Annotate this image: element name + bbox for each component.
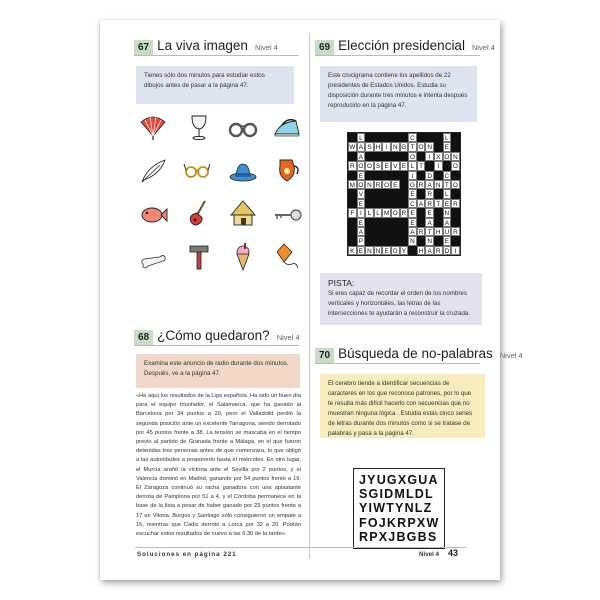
fish-icon: [138, 200, 168, 230]
crossword-block: [434, 236, 443, 245]
crossword-cell: T: [417, 161, 426, 170]
crossword-cell: O: [452, 181, 458, 189]
crossword-cell: R: [427, 200, 432, 208]
crossword-cell: E: [443, 236, 452, 245]
crossword-block: [400, 180, 409, 189]
crossword-cell: A: [357, 142, 366, 151]
column-divider: [309, 34, 310, 559]
hint-box: [320, 273, 482, 325]
crossword-block: [434, 208, 443, 217]
crossword-cell: O: [358, 163, 364, 171]
crossword-cell: N: [435, 181, 441, 189]
crossword-block: [443, 161, 452, 170]
crossword-cell: A: [425, 218, 434, 227]
handcuffs-icon: [228, 114, 258, 144]
crossword-block: [400, 152, 409, 161]
crossword-block: [434, 142, 443, 151]
crossword-block: [382, 133, 391, 142]
crossword-cell: O: [392, 210, 398, 218]
crossword-cell: E: [408, 208, 417, 217]
letter-row: FOJKRPXW: [359, 515, 440, 530]
letter-row: YIWTYNLZ: [359, 501, 433, 516]
crossword-block: [348, 199, 357, 208]
crossword-cell: I: [357, 208, 366, 217]
puzzle-level: Nivel 4: [471, 43, 495, 52]
crossword-block: [451, 208, 460, 217]
guitar-icon: [184, 198, 214, 228]
puzzle-68-header: [134, 328, 299, 346]
crossword-block: [451, 218, 460, 227]
feather-icon: [138, 156, 168, 186]
crossword-block: [434, 218, 443, 227]
crossword-cell: O: [384, 181, 390, 189]
crossword-cell: H: [435, 228, 441, 236]
letter-row: RPXJBGBS: [359, 529, 438, 544]
crossword-block: [382, 189, 391, 198]
crossword-cell: E: [425, 208, 434, 217]
crossword-cell: L: [443, 189, 452, 198]
footer-rule: [135, 547, 467, 548]
book-page: [100, 20, 523, 580]
crossword-cell: C: [410, 200, 415, 208]
crossword-cell: Y: [400, 246, 409, 255]
crossword-cell: R: [427, 191, 432, 199]
crossword-block: [391, 189, 400, 198]
footer-solutions: Soluciones en página 221: [137, 551, 237, 558]
crossword-cell: N: [410, 238, 415, 246]
puzzle-69-header: [315, 38, 495, 56]
kite-icon: [272, 242, 302, 272]
crossword-cell: O: [444, 153, 450, 161]
crossword-block: [382, 236, 391, 245]
crossword-block: [391, 236, 400, 245]
crossword-block: [391, 133, 400, 142]
crossword-block: [400, 189, 409, 198]
crossword-cell: O: [366, 163, 372, 171]
crossword-cell: I: [434, 161, 443, 170]
crossword-block: [348, 171, 357, 180]
crossword-block: [400, 236, 409, 245]
crossword-cell: G: [409, 181, 415, 189]
crossword-cell: R: [418, 228, 424, 236]
crossword-block: [400, 227, 409, 236]
crossword-block: [417, 133, 426, 142]
crossword-block: [434, 189, 443, 198]
crossword-block: [408, 246, 417, 255]
puzzle-title: Búsqueda de no-palabras: [338, 346, 493, 361]
crossword-cell: L: [357, 133, 366, 142]
crossword-cell: A: [425, 180, 434, 189]
crossword-cell: N: [444, 210, 450, 218]
crossword-block: [400, 218, 409, 227]
letter-row: SGIDMLDL: [359, 487, 434, 502]
hut-icon: [228, 198, 258, 228]
crossword-block: [382, 171, 391, 180]
key-icon: [272, 200, 302, 230]
crossword-cell: R: [418, 181, 424, 189]
crossword-cell: E: [400, 161, 409, 170]
crossword-cell: E: [443, 142, 452, 151]
crossword-cell: T: [434, 199, 443, 208]
crossword-block: [382, 227, 391, 236]
ice-cream-icon: [228, 242, 258, 272]
crossword-cell: T: [425, 227, 434, 236]
hint-title: PISTA:: [328, 278, 355, 288]
crossword-cell: H: [418, 247, 424, 255]
crossword-cell: X: [434, 152, 443, 161]
crossword-cell: L: [365, 208, 374, 217]
puzzle-number: 69: [315, 40, 334, 55]
crossword-cell: R: [435, 247, 441, 255]
crossword-cell: A: [408, 227, 417, 236]
crossword-block: [374, 171, 383, 180]
crossword-cell: W: [349, 144, 356, 152]
crossword-block: [425, 133, 434, 142]
crossword-cell: L: [408, 161, 417, 170]
crossword-cell: E: [408, 189, 417, 198]
crossword-cell: N: [427, 238, 432, 246]
crossword-block: [374, 152, 383, 161]
crossword-cell: E: [443, 199, 452, 208]
crossword-block: [348, 152, 357, 161]
puzzle-level: Nivel 4: [276, 333, 300, 342]
crossword-cell: R: [453, 200, 458, 208]
crossword-cell: S: [374, 161, 383, 170]
crossword-block: [451, 171, 460, 180]
puzzle-68-instructions: Examina este anuncio de radio durante dos minutos. Después, ve a la página 47.: [136, 354, 300, 388]
crossword-cell: E: [357, 246, 366, 255]
crossword-block: [365, 152, 374, 161]
crossword-block: [374, 227, 383, 236]
puzzle-number: 70: [315, 348, 334, 363]
crossword-cell: V: [391, 161, 400, 170]
crossword-cell: N: [367, 247, 372, 255]
crossword-cell: E: [357, 199, 366, 208]
crossword-grid: [347, 132, 461, 256]
crossword-cell: U: [444, 228, 450, 236]
crossword-block: [348, 133, 357, 142]
crossword-cell: N: [375, 247, 381, 255]
puzzle-number: 67: [134, 40, 153, 55]
crossword-cell: P: [357, 236, 366, 245]
crossword-cell: T: [408, 142, 417, 151]
crossword-block: [382, 199, 391, 208]
crossword-cell: N: [392, 144, 398, 152]
puzzle-70-header: [315, 346, 523, 364]
crossword-block: [391, 171, 400, 180]
crossword-block: [400, 133, 409, 142]
crossword-cell: E: [357, 171, 366, 180]
crossword-cell: F: [348, 208, 357, 217]
crossword-cell: D: [427, 172, 432, 180]
crossword-cell: I: [408, 171, 417, 180]
crossword-cell: A: [357, 227, 366, 236]
crossword-cell: R: [375, 181, 381, 189]
crossword-cell: E: [391, 180, 400, 189]
bone-icon: [138, 246, 168, 276]
crossword-block: [434, 133, 443, 142]
crossword-block: [434, 171, 443, 180]
crossword-block: [348, 227, 357, 236]
footer-level: Nivel 4: [419, 551, 439, 558]
crossword-block: [348, 218, 357, 227]
crossword-block: [417, 218, 426, 227]
crossword-cell: I: [425, 152, 434, 161]
crossword-cell: I: [382, 142, 391, 151]
crossword-block: [374, 218, 383, 227]
crossword-cell: N: [453, 153, 458, 161]
crossword-cell: M: [349, 181, 355, 189]
crossword-cell: O: [358, 181, 364, 189]
crossword-block: [382, 152, 391, 161]
wine-glass-icon: [184, 112, 214, 142]
fan-icon: [138, 112, 168, 142]
puzzle-title: La viva imagen: [157, 38, 248, 53]
crossword-cell: E: [408, 218, 417, 227]
crossword-block: [365, 199, 374, 208]
crossword-cell: C: [410, 135, 415, 142]
crossword-cell: H: [375, 144, 381, 152]
crossword-cell: G: [401, 144, 407, 152]
crossword-block: [382, 218, 391, 227]
crossword-cell: R: [453, 228, 458, 236]
crossword-cell: O: [418, 144, 424, 152]
crossword-block: [400, 171, 409, 180]
puzzle-level: Nivel 4: [254, 43, 278, 52]
hammer-icon: [184, 242, 214, 272]
puzzle-number: 68: [134, 330, 153, 345]
crossword-block: [451, 189, 460, 198]
crossword-cell: D: [392, 247, 398, 255]
puzzle-70-instructions: El cerebro tiende a identificar secuencias de caracteres en los que reconoce patrones, por lo que te resulta más difícil hacerlo con secuencias que no muestran ninguna lógica . Estudia estas cinco series de letras durante dos minutos como si se tratase de palabras y pasa a la página 47.: [320, 374, 485, 438]
puzzle-level: Nivel 4: [499, 351, 523, 360]
letter-row: JYUGXGUA: [359, 473, 439, 487]
crossword-block: [451, 133, 460, 142]
crossword-block: [451, 236, 460, 245]
crossword-block: [365, 171, 374, 180]
crossword-block: [365, 218, 374, 227]
crossword-cell: A: [443, 218, 452, 227]
crossword-cell: L: [374, 208, 383, 217]
crossword-cell: T: [443, 180, 452, 189]
crossword-block: [374, 236, 383, 245]
crossword-cell: V: [357, 189, 366, 198]
crossword-block: [374, 133, 383, 142]
crossword-cell: C: [444, 172, 450, 180]
crossword-block: [391, 152, 400, 161]
crossword-cell: S: [365, 142, 374, 151]
crossword-block: [417, 152, 426, 161]
glasses-icon: [182, 156, 212, 186]
crossword-cell: N: [427, 144, 432, 152]
puzzle-67-header: [134, 38, 299, 56]
crossword-block: [374, 199, 383, 208]
crossword-cell: E: [357, 218, 366, 227]
crossword-block: [348, 236, 357, 245]
crossword-block: [365, 236, 374, 245]
crossword-cell: M: [384, 210, 390, 218]
crossword-block: [417, 171, 426, 180]
puzzle-69-instructions: Este crucigrama contiene los apellidos de 22 presidentes de Estados Unidos. Estudia su disposición durante tres minutos e intenta después reproducirlo en la página 47.: [320, 66, 477, 122]
crossword-block: [365, 133, 374, 142]
crossword-cell: K: [348, 246, 357, 255]
hint-text: Si eres capaz de recordar el orden de los nombres verticales y horizontales, las letras de las intersecciones te ayudarán a reconstruir la cruzada.: [328, 290, 471, 317]
crossword-block: [451, 142, 460, 151]
puzzle-title: Elección presidencial: [338, 38, 465, 53]
crossword-block: [365, 189, 374, 198]
crossword-cell: O: [409, 153, 415, 161]
crossword-cell: E: [382, 246, 391, 255]
crossword-cell: E: [382, 161, 391, 170]
page-number: 43: [448, 548, 459, 558]
radio-announcement-text: «He aquí los resultados de la Liga española. Ha sido un buen día para el equipo triunfador, el Salamanca, que ha ganado al Barcelona por 34 puntos a 20, pero el Valladolid perdió la segunda posición ante un excelente Tarragona, siendo derrotado por 45 puntos frente a 38. La tensión se mascaba en el tiempo previo al partido de Granada frente a Málaga, en el que fueron detenidas tres personas antes de que comenzara, lo que obligó a las autoridades a posponerlo hasta el miércoles. En otro lugar, el Murcia arañó la victoria ante el Sevilla por 2 puntos, y el Valencia dominó en Madrid, ganando por 54 puntos frente a 19. El Zaragoza continuó su racha ganadora con una aplastante derrota de Pamplona por 51 a 4, y el Córdoba permanece en la base de la lista a pesar de haber ganado por 23 puntos frente a 17 en Vitoria. Burgos y Santiago sólo consiguieron un empate a 15, mientras que Cádiz derrotó a Lorca por 32 a 20. Podrán escuchar estos resultados de nuevo a las 6:30 de la tarde».: [136, 393, 301, 538]
crossword-block: [365, 227, 374, 236]
crossword-block: [425, 161, 434, 170]
crossword-cell: A: [357, 152, 366, 161]
crossword-cell: O: [452, 163, 458, 171]
crossword-cell: A: [417, 199, 426, 208]
hat-icon: [228, 156, 258, 186]
letter-sequences: [353, 468, 445, 549]
crossword-block: [348, 189, 357, 198]
crossword-cell: D: [444, 247, 450, 255]
crossword-cell: A: [425, 246, 434, 255]
jug-icon: [272, 154, 302, 184]
crossword-block: [417, 208, 426, 217]
crossword-cell: N: [367, 181, 372, 189]
crossword-cell: I: [451, 246, 460, 255]
crossword-block: [417, 189, 426, 198]
crossword-cell: L: [443, 133, 452, 142]
crossword-block: [374, 189, 383, 198]
crossword-block: [391, 227, 400, 236]
crossword-block: [400, 199, 409, 208]
crossword-block: [391, 218, 400, 227]
crossword-cell: R: [401, 210, 407, 218]
puzzle-67-instructions: Tienes sólo dos minutos para estudiar estos dibujos antes de pasar a la página 47.: [136, 66, 294, 104]
iron-icon: [272, 112, 302, 142]
crossword-cell: R: [349, 163, 355, 171]
crossword-block: [417, 236, 426, 245]
crossword-block: [391, 199, 400, 208]
puzzle-title: ¿Cómo quedaron?: [157, 328, 270, 343]
